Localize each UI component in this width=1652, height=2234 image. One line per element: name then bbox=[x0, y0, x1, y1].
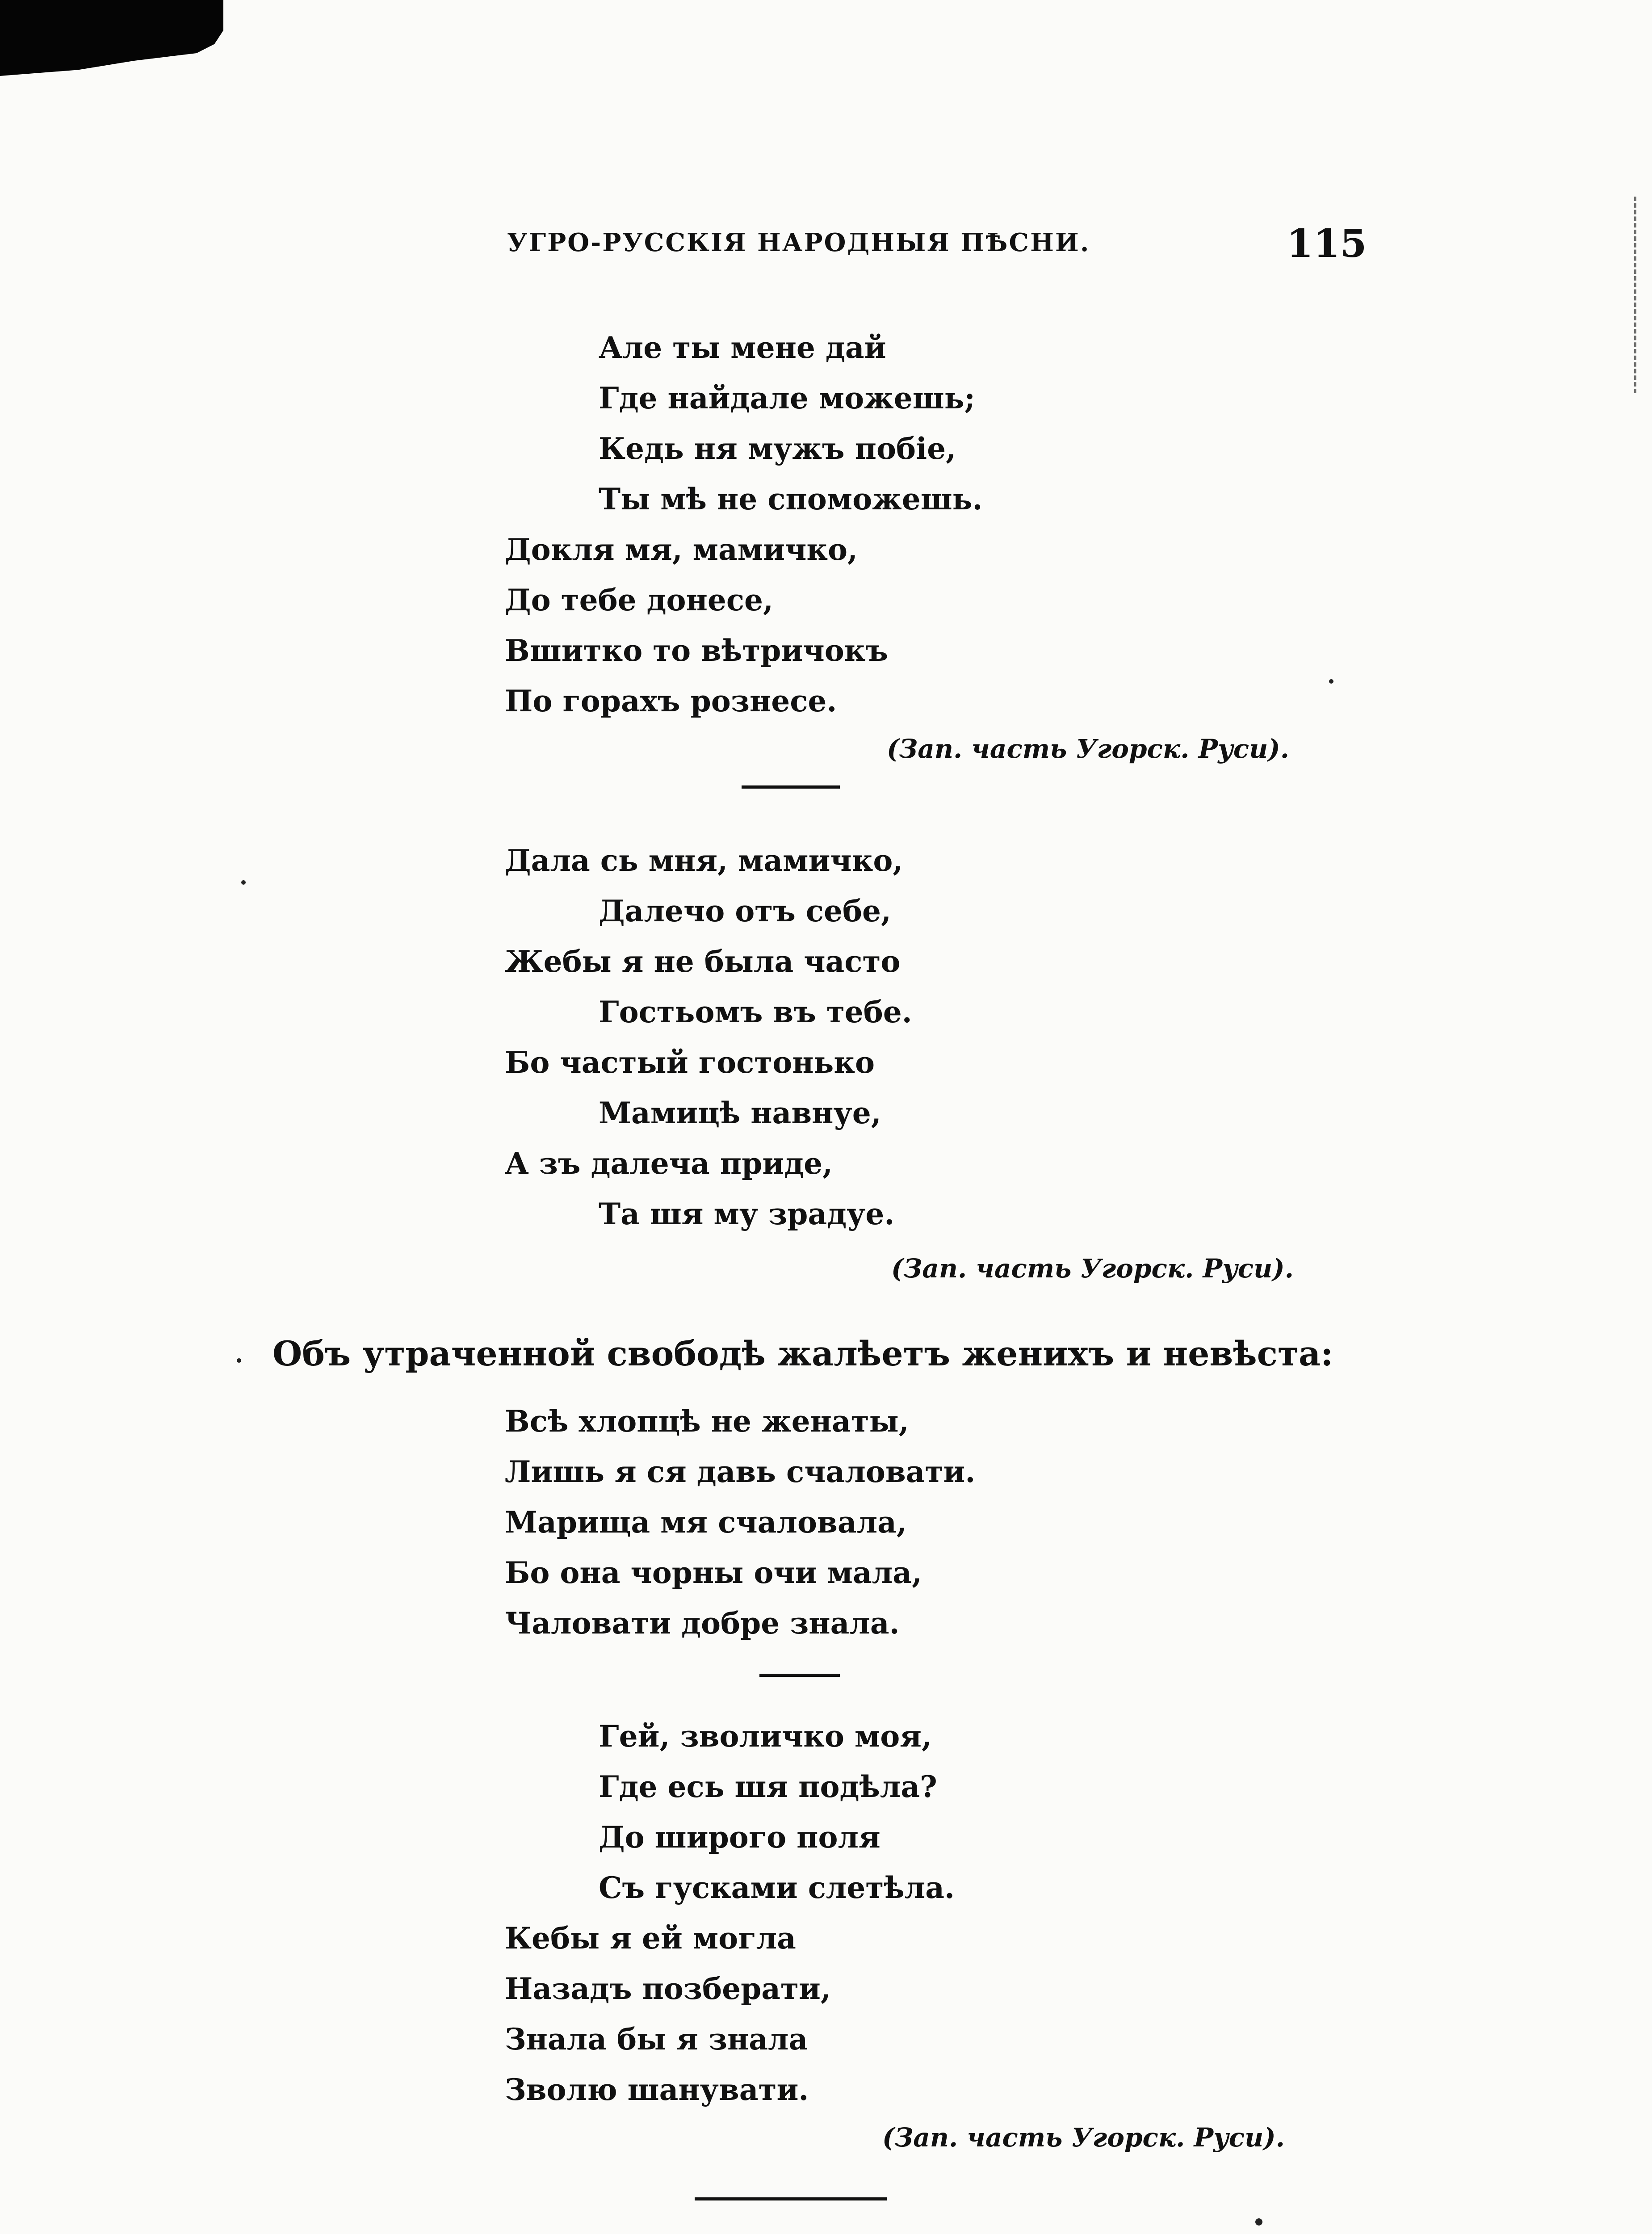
verse-line: Съ гусками слетѣла. bbox=[599, 1870, 955, 1905]
verse-line: Ты мѣ не споможешь. bbox=[599, 482, 983, 517]
page-number: 115 bbox=[1287, 221, 1367, 266]
section-heading: Объ утраченной свободѣ жалѣетъ женихъ и невѣста: bbox=[273, 1334, 1333, 1373]
verse-line: Гей, зволичко моя, bbox=[599, 1719, 932, 1754]
verse-line: Бо частый гостонько bbox=[505, 1045, 875, 1080]
source-note: (Зап. часть Угорск. Руси). bbox=[882, 2122, 1285, 2153]
verse-line: Где есь шя подѣла? bbox=[599, 1769, 937, 1804]
verse-line: Дала сь мня, мамичко, bbox=[505, 843, 903, 878]
speck bbox=[241, 880, 246, 885]
verse-line: Кедь ня мужъ побіе, bbox=[599, 431, 956, 466]
verse-line: По горахъ рознесе. bbox=[505, 684, 837, 718]
page-edge-marks bbox=[1634, 197, 1641, 393]
verse-line: Всѣ хлопцѣ не женаты, bbox=[505, 1404, 909, 1439]
speck bbox=[1329, 679, 1333, 684]
speck bbox=[237, 1358, 241, 1363]
verse-line: Чаловати добре знала. bbox=[505, 1606, 900, 1641]
verse-line: Бо она чорны очи мала, bbox=[505, 1555, 922, 1590]
verse-line: Мамицѣ навнуе, bbox=[599, 1096, 881, 1130]
verse-line: Докля мя, мамичко, bbox=[505, 532, 858, 567]
verse-line: Кебы я ей могла bbox=[505, 1921, 796, 1956]
running-head: УГРО-РУССКІЯ НАРОДНЫЯ ПѢСНИ. bbox=[507, 228, 1090, 257]
verse-line: Зволю шанувати. bbox=[505, 2072, 809, 2107]
verse-line: Лишь я ся давь счаловати. bbox=[505, 1454, 976, 1489]
divider-rule bbox=[742, 785, 840, 789]
verse-line: Гостьомъ въ тебе. bbox=[599, 995, 912, 1029]
verse-line: А зъ далеча приде, bbox=[505, 1146, 833, 1181]
end-rule bbox=[695, 2197, 887, 2200]
verse-line: Та шя му зрадуе. bbox=[599, 1197, 895, 1231]
verse-line: Где найдале можешь; bbox=[599, 381, 975, 416]
verse-line: Вшитко то вѣтричокъ bbox=[505, 633, 888, 668]
verse-line: До тебе донесе, bbox=[505, 583, 774, 617]
verse-line: Жебы я не была часто bbox=[505, 944, 901, 979]
divider-rule bbox=[759, 1674, 840, 1677]
source-note: (Зап. часть Угорск. Руси). bbox=[887, 734, 1289, 764]
verse-line: Далечо отъ себе, bbox=[599, 894, 891, 928]
verse-line: Але ты мене дай bbox=[599, 330, 886, 365]
verse-line: Назадъ позберати, bbox=[505, 1971, 831, 2006]
verse-line: До широго поля bbox=[599, 1820, 881, 1855]
source-note: (Зап. часть Угорск. Руси). bbox=[891, 1253, 1294, 1284]
speck bbox=[1255, 2218, 1262, 2226]
verse-line: Знала бы я знала bbox=[505, 2022, 808, 2057]
ink-blot bbox=[0, 0, 223, 76]
verse-line: Марища мя счаловала, bbox=[505, 1505, 907, 1540]
